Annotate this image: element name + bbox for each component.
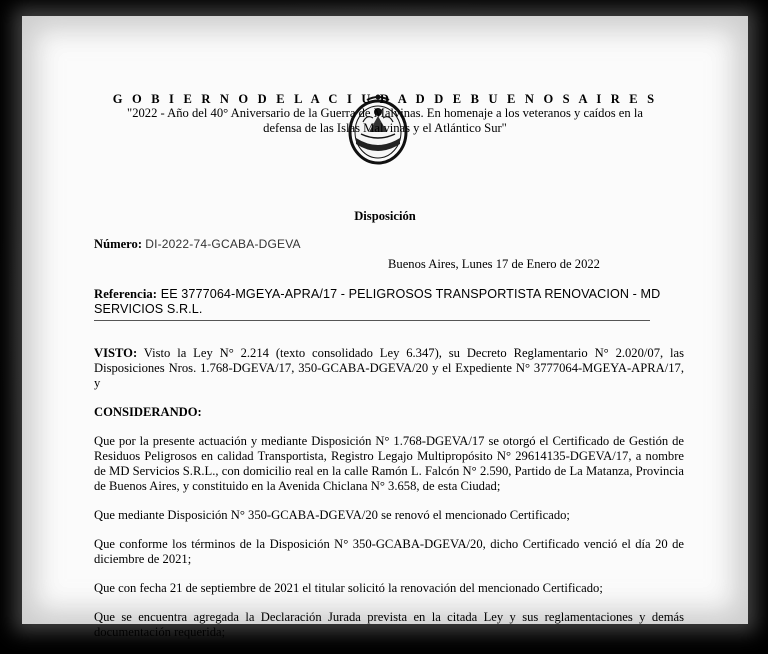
referencia — [94, 287, 684, 317]
considerando-heading: CONSIDERANDO: — [94, 405, 202, 419]
numero-field — [94, 237, 301, 252]
referencia-line-2: SERVICIOS S.R.L. — [94, 302, 203, 316]
divider — [94, 320, 650, 321]
page-title: Disposición — [354, 209, 416, 223]
motto-line-1: "2022 - Año del 40° Aniversario de la Guerra de Malvinas. En homenaje a los veteranos y caídos en la — [127, 106, 643, 120]
referencia-line-1: EE 3777064-MGEYA-APRA/17 - PELIGROSOS TRANSPORTISTA RENOVACION - MD — [157, 287, 661, 301]
document-page — [22, 16, 748, 639]
paragraph: Que por la presente actuación y mediante Disposición N° 1.768-DGEVA/17 se otorgó el Certificado de Gestión de Residuos Peligrosos en calidad Transportista, Registro Legajo Multipropósito N° 29614135-DGEVA/17, a nombre de MD Servicios S.R.L., con domicilio real en la calle Ramón L. Falcón N° 2.590, Partido de La Matanza, Provincia de Buenos Aires, y constituido en la Avenida Chiclana N° 3.658, de esta Ciudad; — [94, 434, 684, 493]
numero-value: DI-2022-74-GCABA-DGEVA — [145, 237, 301, 251]
paragraph: Que mediante Disposición N° 350-GCABA-DGEVA/20 se renovó el mencionado Certificado; — [94, 508, 570, 522]
motto — [22, 106, 748, 136]
motto-line-2: defensa de las Islas Malvinas y el Atlántico Sur" — [263, 121, 507, 135]
paragraph: Que con fecha 21 de septiembre de 2021 el titular solicitó la renovación del mencionado Certificado; — [94, 581, 603, 595]
referencia-label: Referencia: — [94, 287, 158, 301]
date-line: Buenos Aires, Lunes 17 de Enero de 2022 — [388, 257, 600, 271]
visto-label: VISTO: — [94, 346, 138, 360]
paragraph: Que conforme los términos de la Disposición N° 350-GCABA-DGEVA/20, dicho Certificado venció el día 20 de diciembre de 2021; — [94, 537, 684, 566]
numero-label: Número: — [94, 237, 143, 251]
visto-paragraph — [94, 346, 684, 391]
visto-text: Visto la Ley N° 2.214 (texto consolidado Ley 6.347), su Decreto Reglamentario N° 2.020/07, las Disposiciones Nros. 1.768-DGEVA/17, 350-GCABA-DGEVA/20 y el Expediente N° 3777064-MGEYA-APRA/17, y — [94, 346, 684, 390]
paragraph: Que se encuentra agregada la Declaración Jurada prevista en la citada Ley y sus reglamentaciones y demás documentación requerida; — [94, 610, 684, 639]
document-body — [94, 346, 684, 654]
government-header: G O B I E R N O D E L A C I U D A D D E B U E N O S A I R E S — [112, 92, 658, 106]
